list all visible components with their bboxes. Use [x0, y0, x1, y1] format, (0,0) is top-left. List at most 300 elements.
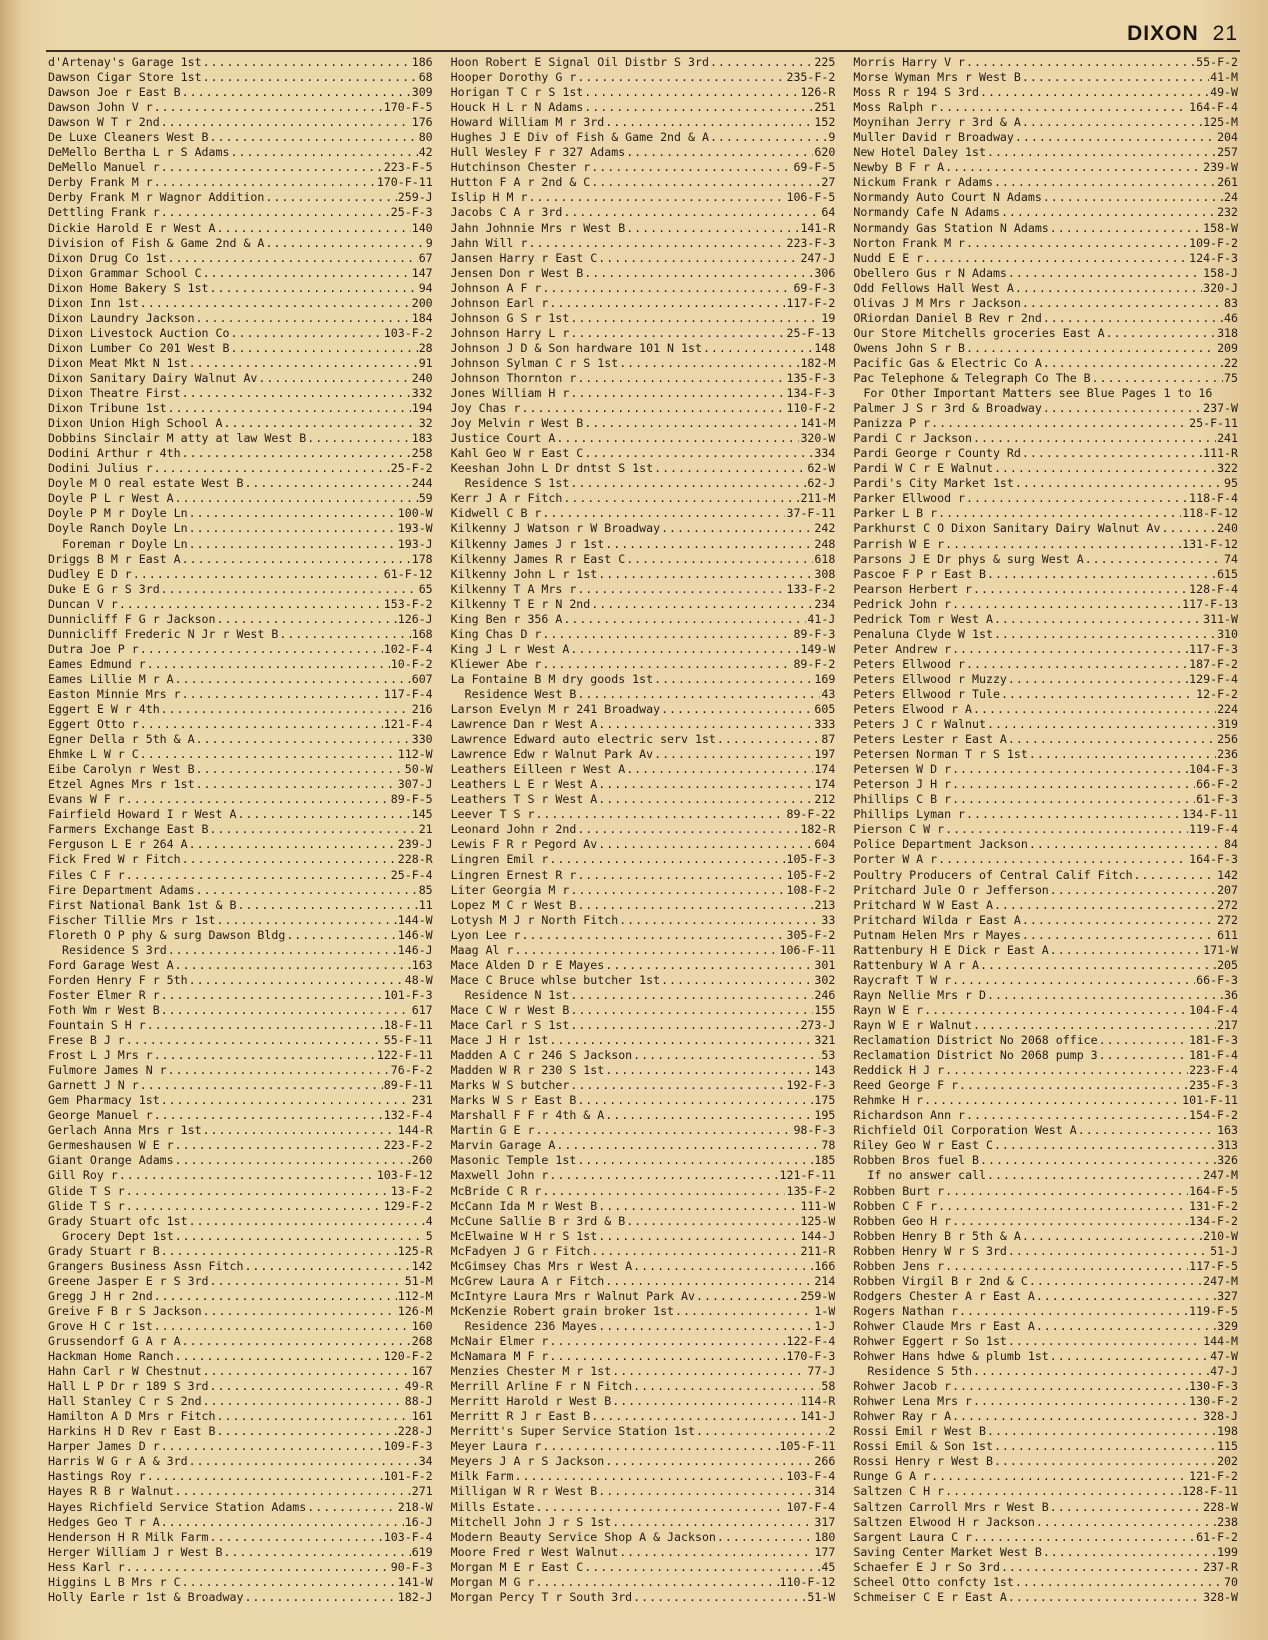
directory-entry	[853, 1063, 1238, 1078]
entry-name: Phillips C B r	[853, 792, 952, 807]
directory-entry	[48, 70, 433, 85]
phone-number: 105-F-3	[786, 852, 836, 867]
leader-dots	[203, 70, 418, 85]
leader-dots	[661, 702, 813, 717]
phone-number: 131-F-12	[1182, 536, 1239, 551]
phone-number: 161	[411, 1409, 433, 1424]
entry-name: Rayn W E r	[853, 1002, 924, 1017]
leader-dots	[549, 1168, 778, 1183]
entry-name: Hackman Home Ranch	[48, 1349, 174, 1364]
entry-name: Normandy Auto Court N Adams	[853, 190, 1042, 205]
directory-entry	[451, 1319, 836, 1334]
entry-name: Obellero Gus r N Adams	[853, 265, 1007, 280]
phone-number: 115	[1217, 1439, 1239, 1454]
directory-entry	[853, 85, 1238, 100]
directory-entry	[48, 311, 433, 326]
directory-entry	[853, 236, 1238, 251]
entry-name: Hall L P Dr r 189 S 3rd	[48, 1379, 209, 1394]
phone-number: 145	[411, 807, 433, 822]
leader-dots	[140, 1078, 383, 1093]
entry-name: De Luxe Cleaners West B	[48, 130, 209, 145]
entry-name: Schaefer E J r So 3rd	[853, 1559, 1000, 1574]
entry-name: Dawson Joe r East B	[48, 85, 181, 100]
phone-number: 122-F-4	[786, 1333, 836, 1348]
leader-dots	[189, 521, 397, 536]
phone-number: 259-W	[800, 1288, 836, 1303]
entry-name: Grussendorf G A r A	[48, 1333, 181, 1348]
phone-number: 209	[1217, 340, 1239, 355]
phone-number: 170-F-5	[383, 100, 433, 115]
directory-entry	[48, 236, 433, 251]
entry-name: Fairfield Howard I r West A	[48, 807, 237, 822]
phone-number: 232	[1217, 205, 1239, 220]
directory-entry	[451, 1033, 836, 1048]
leader-dots	[563, 612, 806, 627]
phone-number: 61-F-2	[1196, 1529, 1239, 1544]
leader-dots	[577, 1093, 813, 1108]
leader-dots	[1022, 913, 1216, 928]
phone-number: 117-F-2	[786, 295, 836, 310]
directory-entry	[451, 672, 836, 687]
entry-name: Olivas J M Mrs r Jackson	[853, 295, 1021, 310]
entry-name: Pedrick Tom r West A	[853, 611, 993, 626]
entry-name: Parrish W E r	[853, 536, 945, 551]
entry-name: Johnson Harry L r	[450, 325, 570, 340]
leader-dots	[542, 1184, 785, 1199]
leader-dots	[605, 1454, 813, 1469]
leader-dots	[570, 476, 806, 491]
directory-entry	[48, 205, 433, 220]
phone-number: 301	[814, 957, 836, 972]
phone-number: 75	[1224, 370, 1239, 385]
phone-number: 129-F-4	[1189, 671, 1239, 686]
leader-dots	[307, 431, 410, 446]
entry-name: Etzel Agnes Mrs r 1st	[48, 777, 195, 792]
entry-name: Robben Geo H r	[853, 1213, 952, 1228]
leader-dots	[938, 506, 1181, 521]
phone-number: 144-J	[800, 1228, 836, 1243]
phone-number: 24	[1224, 190, 1239, 205]
phone-number: 144-R	[397, 1123, 433, 1138]
directory-entry	[451, 100, 836, 115]
directory-entry	[48, 160, 433, 175]
directory-entry	[451, 1093, 836, 1108]
leader-dots	[633, 1048, 820, 1063]
leader-dots	[1050, 943, 1202, 958]
leader-dots	[973, 1364, 1209, 1379]
leader-dots	[535, 1500, 785, 1515]
directory-entry	[853, 1469, 1238, 1484]
directory-entry	[451, 311, 836, 326]
directory-entry	[451, 958, 836, 973]
phone-number: 69-F-3	[793, 280, 836, 295]
leader-dots	[133, 567, 383, 582]
phone-number: 314	[814, 1484, 836, 1499]
leader-dots	[196, 311, 411, 326]
entry-name: Peters J C r Walnut	[853, 717, 986, 732]
entry-name: Raycraft T W r	[853, 972, 952, 987]
phone-number: 33	[821, 912, 836, 927]
leader-dots	[210, 1274, 404, 1289]
phone-number: 176	[411, 115, 433, 130]
directory-entry	[451, 1560, 836, 1575]
entry-name: Hooper Dorothy G r	[450, 70, 577, 85]
entry-name: Martin G E r	[450, 1123, 535, 1138]
directory-entry	[48, 627, 433, 642]
phone-number: 132-F-4	[383, 1108, 433, 1123]
entry-name: Rehmke H r	[853, 1093, 924, 1108]
phone-number: 51-J	[1210, 1243, 1239, 1258]
leader-dots	[584, 1560, 820, 1575]
entry-name: Leonard John r 2nd	[450, 822, 577, 837]
directory-entry	[451, 85, 836, 100]
entry-name: Kilkenny James J r 1st	[450, 536, 605, 551]
phone-number: 266	[814, 1454, 836, 1469]
entry-name: Kahl Geo W r East C	[450, 446, 584, 461]
leader-dots	[924, 1093, 1181, 1108]
phone-number: 47-J	[1210, 1364, 1239, 1379]
phone-number: 9	[828, 130, 836, 145]
entry-name: Police Department Jackson	[853, 837, 1028, 852]
leader-dots	[633, 1590, 806, 1605]
phone-number: 268	[411, 1333, 433, 1348]
directory-entry	[853, 1575, 1238, 1590]
entry-name: Fountain S H r	[48, 1018, 146, 1032]
directory-entry	[48, 55, 433, 70]
directory-entry	[48, 1003, 433, 1018]
entry-name: Kerr J A r Fitch	[450, 491, 563, 506]
directory-entry	[451, 1575, 836, 1590]
phone-number: 105-F-11	[779, 1439, 836, 1454]
directory-entry	[451, 1484, 836, 1499]
entry-name: Johnson Thornton r	[450, 370, 577, 385]
phone-number: 122-F-11	[376, 1048, 433, 1063]
entry-name: Meyers J A r S Jackson	[450, 1454, 605, 1469]
directory-entry	[853, 251, 1238, 266]
directory-entry	[48, 1484, 433, 1499]
entry-name: Pascoe F P r East B	[853, 566, 986, 581]
entry-name: Pardi C r Jackson	[853, 431, 973, 446]
phone-number: 310	[1217, 626, 1239, 641]
directory-entry	[451, 777, 836, 792]
leader-dots	[591, 597, 813, 612]
directory-entry	[451, 1424, 836, 1439]
entry-name: Peter Andrew r	[853, 641, 952, 656]
directory-entry	[48, 747, 433, 762]
entry-name: Higgins L B Mrs r C	[48, 1574, 181, 1589]
leader-dots	[154, 100, 383, 115]
leader-dots	[973, 702, 1216, 717]
leader-dots	[987, 567, 1216, 582]
directory-entry	[853, 100, 1238, 115]
phone-number: 607	[411, 671, 433, 686]
directory-entry	[853, 296, 1238, 311]
leader-dots	[1050, 1349, 1209, 1364]
entry-name: Eggert E W r 4th	[48, 702, 160, 717]
phone-number: 36	[1224, 987, 1239, 1002]
entry-name: Residence S 5th	[867, 1364, 973, 1379]
phone-number: 62-J	[807, 476, 836, 491]
phone-number: 47-W	[1210, 1349, 1239, 1364]
leader-dots	[959, 1078, 1188, 1093]
leader-dots	[189, 1454, 418, 1469]
entry-name: Reddick H J r	[853, 1063, 945, 1078]
phone-number: 141-M	[800, 416, 836, 431]
directory-entry	[853, 1379, 1238, 1394]
entry-name: Grove H C r 1st	[48, 1318, 153, 1333]
entry-name: Dixon Tribune 1st	[48, 401, 167, 416]
leader-dots	[224, 1545, 411, 1560]
directory-entry	[48, 1048, 433, 1063]
directory-entry	[451, 657, 836, 672]
entry-name: Pardi W C r E Walnut	[853, 461, 993, 476]
directory-entry	[451, 70, 836, 85]
phone-number: 168	[411, 626, 433, 641]
phone-number: 95	[1224, 476, 1239, 491]
directory-entry	[48, 1575, 433, 1590]
entry-name: King Chas D r	[450, 626, 542, 641]
phone-number: 117-F-13	[1182, 596, 1239, 611]
directory-entry	[853, 852, 1238, 867]
leader-dots	[182, 552, 411, 567]
phone-number: 317	[814, 1514, 836, 1529]
directory-entry	[48, 657, 433, 672]
phone-number: 66-F-2	[1196, 777, 1239, 792]
directory-entry	[853, 973, 1238, 988]
leader-dots	[189, 973, 404, 988]
leader-dots	[973, 582, 1188, 597]
leader-dots	[598, 1319, 813, 1334]
leader-dots	[210, 1379, 404, 1394]
leader-dots	[286, 928, 396, 943]
directory-entry	[451, 642, 836, 657]
directory-entry	[451, 1515, 836, 1530]
directory-entry	[48, 1018, 433, 1033]
phone-number: 235-F-3	[1189, 1078, 1239, 1093]
phone-number: 158-W	[1203, 220, 1239, 235]
leader-dots	[140, 717, 383, 732]
directory-entry	[48, 1229, 433, 1244]
entry-name: Modern Beauty Service Shop A & Jackson	[450, 1529, 716, 1544]
entry-name: Palmer J S r 3rd & Broadway	[853, 401, 1042, 416]
leader-dots	[994, 898, 1216, 913]
leader-dots	[556, 431, 799, 446]
phone-number: 146-W	[397, 927, 433, 942]
phone-number: 118-F-12	[1182, 506, 1239, 521]
leader-dots	[577, 582, 785, 597]
phone-number: 25-F-2	[390, 461, 433, 476]
entry-name: Putnam Helen Mrs r Mayes	[853, 927, 1021, 942]
phone-number: 240	[1217, 521, 1239, 536]
directory-entry	[48, 446, 433, 461]
phone-number: 212	[814, 792, 836, 807]
leader-dots	[945, 160, 1202, 175]
entry-name: Richardson Ann r	[853, 1108, 966, 1123]
leader-dots	[966, 1108, 1188, 1123]
leader-dots	[584, 85, 799, 100]
phone-number: 181-F-3	[1189, 1033, 1239, 1048]
entry-name: Duke E G r S 3rd	[48, 581, 160, 596]
entry-name: King Ben r 356 A	[450, 611, 563, 626]
directory-entry	[853, 868, 1238, 883]
listing-column-1	[48, 55, 433, 1625]
entry-name: Fick Fred W r Fitch	[48, 852, 181, 867]
leader-dots	[244, 1590, 396, 1605]
phone-number: 251	[814, 100, 836, 115]
directory-entry	[451, 1168, 836, 1183]
leader-dots	[952, 1409, 1202, 1424]
entry-name: Pedrick John r	[853, 596, 952, 611]
leader-dots	[1043, 401, 1202, 416]
leader-dots	[175, 1153, 411, 1168]
leader-dots	[584, 446, 813, 461]
entry-name: Giant Orange Adams	[48, 1153, 174, 1168]
phone-number: 207	[1217, 882, 1239, 897]
directory-entry	[853, 567, 1238, 582]
directory-entry	[451, 251, 836, 266]
leader-dots	[182, 1334, 411, 1349]
entry-name: Morris Harry V r	[853, 55, 966, 69]
leader-dots	[612, 1364, 806, 1379]
directory-entry	[48, 1364, 433, 1379]
phone-number: 218-W	[397, 1499, 433, 1514]
entry-name: Dixon Theatre First	[48, 386, 181, 401]
entry-name: Dunnicliff F G r Jackson	[48, 611, 216, 626]
phone-number: 1-J	[814, 1318, 836, 1333]
directory-entry	[853, 371, 1238, 386]
entry-name: Lotysh M J r North Fitch	[450, 912, 619, 927]
entry-name: Gregg J H r 2nd	[48, 1288, 153, 1303]
entry-name: Horigan T C r S 1st	[450, 85, 584, 100]
phone-number: 327	[1217, 1288, 1239, 1303]
phone-number: 174	[814, 777, 836, 792]
entry-name: Eames Edmund r	[48, 656, 146, 671]
leader-dots	[210, 130, 418, 145]
leader-dots	[570, 1078, 785, 1093]
phone-number: 68	[418, 70, 433, 85]
phone-number: 101-F-3	[383, 987, 433, 1002]
directory-entry	[48, 1424, 433, 1439]
entry-name: For Other Important Matters see Blue Pages 1 to 16	[863, 386, 1213, 401]
leader-dots	[703, 341, 813, 356]
directory-entry	[48, 943, 433, 958]
entry-name: Moore Fred r West Walnut	[450, 1544, 619, 1559]
phone-number: 120-F-2	[383, 1349, 433, 1364]
leader-dots	[154, 461, 390, 476]
phone-number: 70	[1224, 1574, 1239, 1589]
entry-name: Marks W S r East B	[450, 1093, 577, 1108]
phone-number: 62-W	[807, 461, 836, 476]
entry-name: Morgan Percy T r South 3rd	[450, 1589, 633, 1604]
directory-entry	[853, 221, 1238, 236]
directory-entry	[48, 476, 433, 491]
leader-dots	[161, 205, 390, 220]
leader-dots	[535, 1575, 778, 1590]
phone-number: 94	[418, 280, 433, 295]
phone-number: 126-J	[397, 611, 433, 626]
directory-entry	[48, 1304, 433, 1319]
directory-entry	[48, 1409, 433, 1424]
directory-entry	[853, 1500, 1238, 1515]
leader-dots	[217, 1409, 411, 1424]
leader-dots	[549, 1349, 785, 1364]
entry-name: Dixon Sanitary Dairy Walnut Av	[48, 370, 258, 385]
leader-dots	[931, 1469, 1188, 1484]
phone-number: 141-R	[800, 220, 836, 235]
leader-dots	[1050, 1500, 1202, 1515]
leader-dots	[542, 657, 792, 672]
leader-dots	[161, 1439, 383, 1454]
phone-number: 158-J	[1203, 265, 1239, 280]
directory-entry	[48, 1153, 433, 1168]
entry-name: Dixon Laundry Jackson	[48, 310, 195, 325]
phone-number: 41-J	[807, 611, 836, 626]
phone-number: 104-F-4	[1189, 1002, 1239, 1017]
entry-name: Dixon Lumber Co 201 West B	[48, 340, 230, 355]
entry-name: Dixon Home Bakery S 1st	[48, 280, 209, 295]
phone-number: 144-M	[1203, 1333, 1239, 1348]
entry-name: Holly Earle r 1st & Broadway	[48, 1589, 244, 1604]
entry-name: Rohwer Eggert r So 1st	[853, 1333, 1007, 1348]
leader-dots	[931, 416, 1188, 431]
entry-name: Peters Lester r East A	[853, 732, 1007, 747]
page-title: DIXON	[1127, 22, 1199, 45]
entry-name: Doyle P M r Doyle Ln	[48, 506, 188, 521]
entry-name: Lawrence Edward auto electric serv 1st	[450, 732, 716, 747]
directory-entry	[853, 807, 1238, 822]
entry-name: Dixon Inn 1st	[48, 295, 139, 310]
directory-entry	[451, 1454, 836, 1469]
phone-number: 55-F-11	[383, 1033, 433, 1048]
phone-number: 129-F-2	[383, 1198, 433, 1213]
directory-entry	[853, 1033, 1238, 1048]
directory-entry	[48, 1515, 433, 1530]
directory-entry	[451, 281, 836, 296]
leader-dots	[945, 822, 1188, 837]
phone-number: 21	[418, 822, 433, 837]
entry-name: Dawson W T r 2nd	[48, 115, 160, 130]
directory-entry	[451, 160, 836, 175]
phone-number: 193-J	[397, 536, 433, 551]
directory-entry	[451, 1274, 836, 1289]
leader-dots	[196, 777, 397, 792]
leader-dots	[952, 1379, 1188, 1394]
directory-entry	[451, 732, 836, 747]
leader-dots	[119, 597, 383, 612]
leader-dots	[189, 537, 397, 552]
leader-dots	[612, 1515, 813, 1530]
entry-name: Marshall F F r 4th & A	[450, 1108, 605, 1123]
phone-number: 101-F-2	[383, 1469, 433, 1484]
entry-name: Kilkenny John L r 1st	[450, 566, 598, 581]
leader-dots	[1078, 1123, 1216, 1138]
directory-entry	[853, 506, 1238, 521]
leader-dots	[1022, 115, 1202, 130]
entry-name: Moynihan Jerry r 3rd & A	[853, 115, 1021, 130]
entry-name: Justice Court A	[450, 431, 556, 446]
entry-name: McGrew Laura A r Fitch	[450, 1273, 605, 1288]
leader-dots	[210, 822, 418, 837]
phone-number: 28	[418, 340, 433, 355]
entry-name: McNair Elmer r	[450, 1333, 549, 1348]
directory-entry	[451, 205, 836, 220]
entry-name: Easton Minnie Mrs r	[48, 686, 181, 701]
entry-name: Richfield Oil Corporation West A	[853, 1123, 1077, 1138]
entry-name: Mace Alden D r E Mayes	[450, 957, 605, 972]
phone-number: 154-F-2	[1189, 1108, 1239, 1123]
entry-name: Moss Ralph r	[853, 100, 938, 115]
phone-number: 141-J	[800, 1409, 836, 1424]
